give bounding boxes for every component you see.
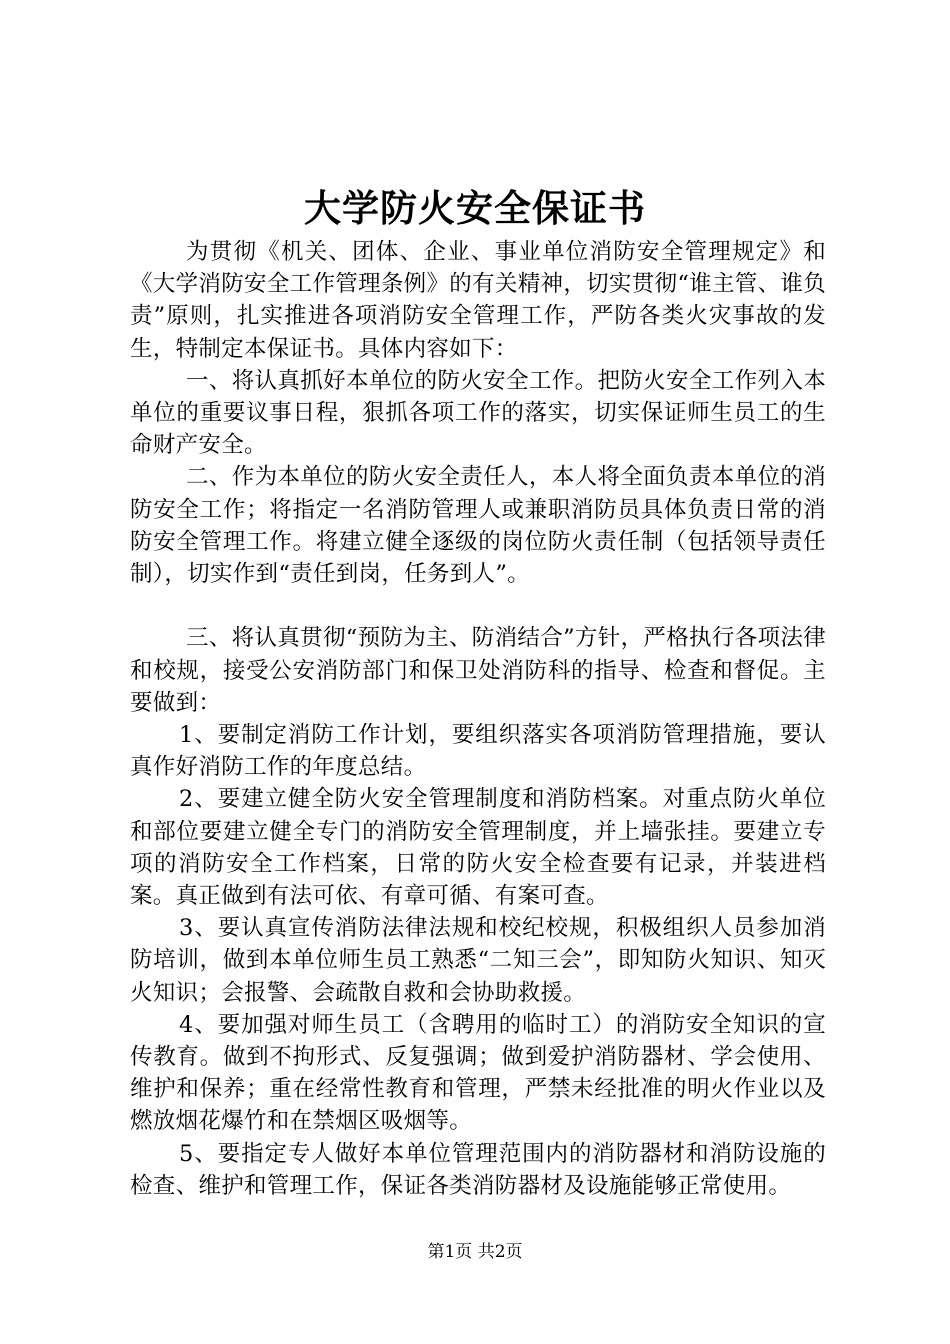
section-2-paragraph: 二、作为本单位的防火安全责任人，本人将全面负责本单位的消防安全工作；将指定一名消防管理人或兼职消防员具体负责日常的消防安全管理工作。将建立健全逐级的岗位防火责任制（包括领导责任制），切实作到“责任到岗，任务到人”。 [130, 464, 826, 588]
document-body [130, 236, 826, 1202]
document-title: 大学防火安全保证书 [304, 186, 646, 230]
paragraph-spacer [130, 590, 826, 622]
list-item-5: 5、要指定专人做好本单位管理范围内的消防器材和消防设施的检查、维护和管理工作，保证各类消防器材及设施能够正常使用。 [130, 1140, 826, 1199]
list-item-4: 4、要加强对师生员工（含聘用的临时工）的消防安全知识的宣传教育。做到不拘形式、反复强调；做到爱护消防器材、学会使用、维护和保养；重在经常性教育和管理，严禁未经批准的明火作业以及燃放烟花爆竹和在禁烟区吸烟等。 [130, 1011, 826, 1135]
section-3-paragraph: 三、将认真贯彻“预防为主、防消结合”方针，严格执行各项法律和校规，接受公安消防部门和保卫处消防科的指导、检查和督促。主要做到： [130, 625, 826, 716]
list-item-3: 3、要认真宣传消防法律法规和校纪校规，积极组织人员参加消防培训，做到本单位师生员工熟悉“二知三会”，即知防火知识、知灭火知识；会报警、会疏散自救和会协助救援。 [130, 915, 826, 1006]
intro-paragraph: 为贯彻《机关、团体、企业、事业单位消防安全管理规定》和《大学消防安全工作管理条例》的有关精神，切实贯彻“谁主管、谁负责”原则，扎实推进各项消防安全管理工作，严防各类火灾事故的发生，特制定本保证书。具体内容如下： [130, 239, 826, 362]
page-number-footer: 第1页 共2页 [427, 1242, 523, 1262]
section-1-paragraph: 一、将认真抓好本单位的防火安全工作。把防火安全工作列入本单位的重要议事日程，狠抓各项工作的落实，切实保证师生员工的生命财产安全。 [130, 367, 826, 459]
list-item-1: 1、要制定消防工作计划，要组织落实各项消防管理措施，要认真作好消防工作的年度总结。 [130, 722, 826, 781]
list-item-2: 2、要建立健全防火安全管理制度和消防档案。对重点防火单位和部位要建立健全专门的消防安全管理制度，并上墙张挂。要建立专项的消防安全工作档案，日常的防火安全检查要有记录，并装进档案。真正做到有法可依、有章可循、有案可查。 [130, 786, 826, 910]
